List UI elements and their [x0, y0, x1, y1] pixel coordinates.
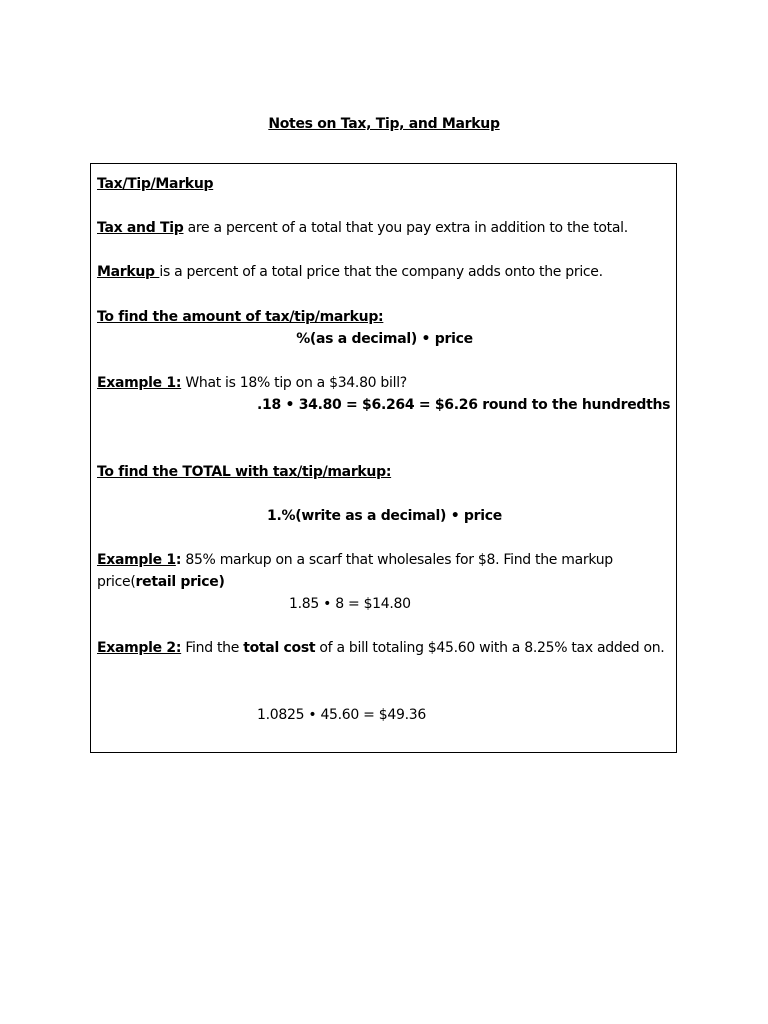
- notes-heading-text: Tax/Tip/Markup: [97, 176, 214, 192]
- total-example-1-question: 85% markup on a scarf that wholesales for $8. Find the markup price(: [97, 552, 613, 590]
- total-example-1-label: Example 1: [97, 552, 176, 568]
- notes-box: [90, 163, 677, 753]
- markup-definition: [97, 261, 672, 283]
- total-example-2: [97, 637, 672, 659]
- total-example-1-colon: :: [175, 552, 182, 568]
- page-title: Notes on Tax, Tip, and Markup: [268, 116, 500, 132]
- find-amount-formula: %(as a decimal) • price: [296, 331, 473, 347]
- markup-term: Markup: [97, 264, 160, 280]
- total-example-2-question-b: of a bill totaling $45.60 with a 8.25% tax added on.: [315, 640, 665, 656]
- total-example-2-question-a: Find the: [181, 640, 244, 656]
- find-amount-heading-text: To find the amount of tax/tip/markup:: [97, 309, 384, 325]
- total-example-2-work: 1.0825 • 45.60 = $49.36: [257, 707, 426, 723]
- markup-definition-text: is a percent of a total price that the company adds onto the price.: [159, 264, 603, 280]
- total-example-2-total-cost: total cost: [243, 640, 316, 656]
- total-example-1-work: 1.85 • 8 = $14.80: [289, 596, 411, 612]
- amount-example-label: Example 1:: [97, 375, 182, 391]
- notes-heading: [97, 173, 672, 195]
- total-example-1-retail-price: retail price): [135, 574, 225, 590]
- find-total-formula: 1.%(write as a decimal) • price: [267, 508, 502, 524]
- amount-example: [97, 372, 672, 394]
- find-total-heading-text: To find the TOTAL with tax/tip/markup:: [97, 464, 392, 480]
- find-amount-heading: [97, 306, 672, 328]
- tax-tip-definition: [97, 217, 672, 239]
- amount-example-work: .18 • 34.80 = $6.264 = $6.26 round to the hundredths: [257, 397, 671, 413]
- amount-example-question: What is 18% tip on a $34.80 bill?: [181, 375, 407, 391]
- tax-tip-definition-text: are a percent of a total that you pay extra in addition to the total.: [183, 220, 628, 236]
- find-total-heading: [97, 461, 672, 483]
- total-example-2-label: Example 2:: [97, 640, 182, 656]
- tax-tip-term: Tax and Tip: [97, 220, 184, 236]
- total-example-1: [97, 549, 672, 593]
